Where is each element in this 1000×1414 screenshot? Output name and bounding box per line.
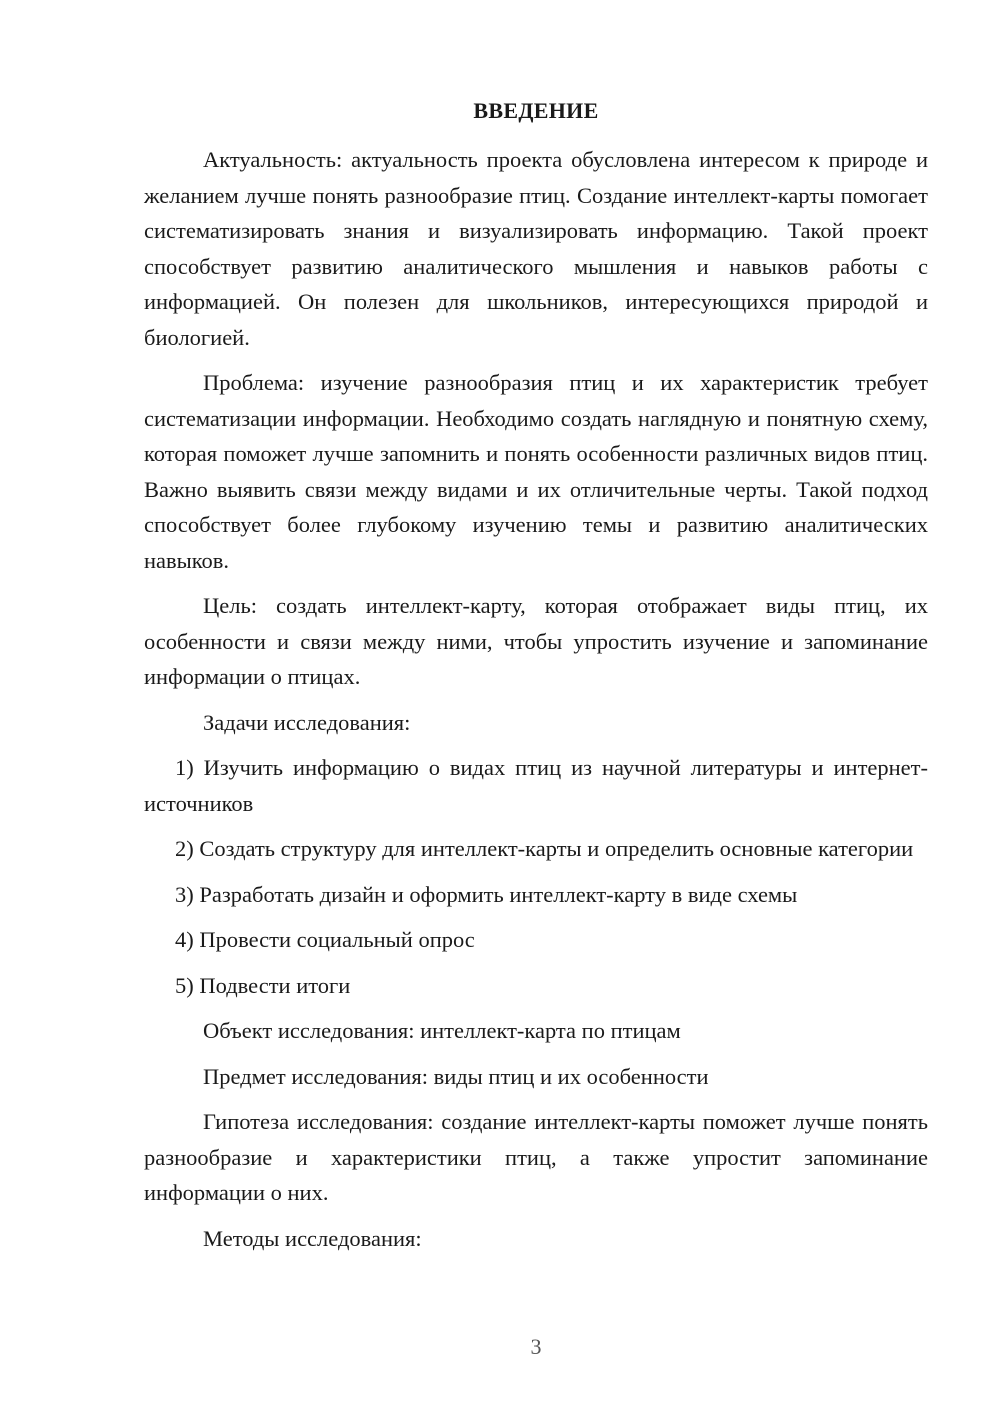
- paragraph-object: Объект исследования: интеллект-карта по птицам: [203, 1018, 681, 1043]
- document-page: [144, 0, 928, 1414]
- paragraph-goal: Цель: создать интеллект-карту, которая отображает виды птиц, их особенности и связи между ними, чтобы упростить изучение и запоминание информации о птицах.: [144, 593, 928, 689]
- task-item-3: 3) Разработать дизайн и оформить интеллект-карту в виде схемы: [175, 881, 798, 907]
- body-text: [144, 142, 928, 1256]
- section-heading: ВВЕДЕНИЕ: [473, 98, 599, 123]
- paragraph-subject: Предмет исследования: виды птиц и их особенности: [203, 1063, 709, 1089]
- task-item-1: 1) Изучить информацию о видах птиц из научной литературы и интернет-источников: [144, 755, 928, 816]
- task-item-4: 4) Провести социальный опрос: [175, 927, 475, 952]
- page-number: 3: [530, 1334, 542, 1359]
- task-item-5: 5) Подвести итоги: [175, 972, 351, 998]
- paragraph-relevance: Актуальность: актуальность проекта обусловлена интересом к природе и желанием лучше понять разнообразие птиц. Создание интеллект-карты помогает систематизировать знания и визуализировать информацию. Такой проект способствует развитию аналитического мышления и навыков работы с информацией. Он полезен для школьников, интересующихся природой и биологией.: [144, 147, 928, 350]
- paragraph-tasks-heading: Задачи исследования:: [203, 709, 411, 735]
- paragraph-problem: Проблема: изучение разнообразия птиц и их характеристик требует систематизации информации. Необходимо создать наглядную и понятную схему, которая поможет лучше запомнить и понять особенности различных видов птиц. Важно выявить связи между видами и их отличительные черты. Такой подход способствует более глубокому изучению темы и развитию аналитических навыков.: [144, 370, 928, 573]
- paragraph-hypothesis: Гипотеза исследования: создание интеллект-карты поможет лучше понять разнообразие и характеристики птиц, а также упростит запоминание информации о них.: [144, 1109, 928, 1205]
- paragraph-methods: Методы исследования:: [203, 1225, 422, 1251]
- task-item-2: 2) Создать структуру для интеллект-карты и определить основные категории: [175, 836, 914, 861]
